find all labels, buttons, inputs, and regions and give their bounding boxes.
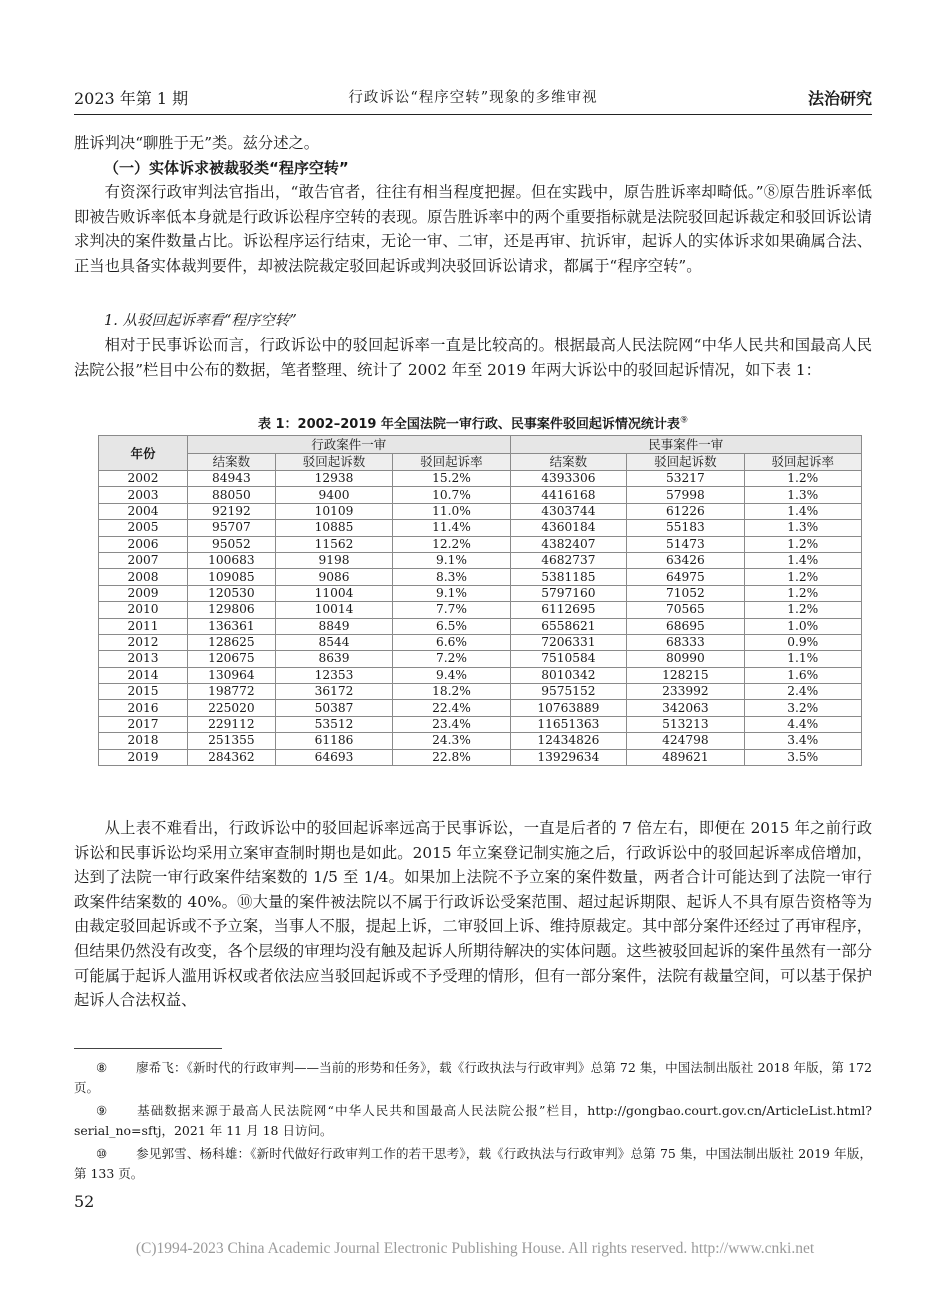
table-cell: 2015	[99, 684, 188, 700]
subsection-heading: 1. 从驳回起诉率看“程序空转”	[104, 313, 297, 329]
civil-rate-header: 驳回起诉率	[744, 453, 861, 471]
footnote-8	[74, 1058, 872, 1098]
table-cell: 120675	[188, 651, 276, 667]
journal-name: 法治研究	[807, 89, 872, 108]
table-cell: 0.9%	[744, 634, 861, 650]
table-row	[99, 733, 862, 749]
table-cell: 10885	[275, 520, 392, 536]
table-cell: 50387	[275, 700, 392, 716]
table-caption-text: 表 1：2002–2019 年全国法院一审行政、民事案件驳回起诉情况统计表	[257, 417, 680, 432]
table-cell: 9.1%	[393, 585, 510, 601]
table-cell: 18.2%	[393, 684, 510, 700]
table-cell: 136361	[188, 618, 276, 634]
table-cell: 9.4%	[393, 667, 510, 683]
table-cell: 15.2%	[393, 471, 510, 487]
paragraph-1: 有资深行政审判法官指出，“敢告官者，往往有相当程度把握。但在实践中，原告胜诉率却畸低。”⑧原告胜诉率低即被告败诉率低本身就是行政诉讼程序空转的表现。原告胜诉率中的两个重要指标就是法院驳回起诉裁定和驳回诉讼请求判决的案件数量占比。诉讼程序运行结束，无论一审、二审，还是再审、抗诉审，起诉人的实体诉求如果确属合法、正当也具备实体裁判要件，却被法院裁定驳回起诉或判决驳回诉讼请求，都属于“程序空转”。	[74, 183, 872, 275]
table-cell: 92192	[188, 503, 276, 519]
table-cell: 284362	[188, 749, 276, 765]
header-divider	[74, 114, 872, 115]
table-cell: 11.0%	[393, 503, 510, 519]
table-cell: 2014	[99, 667, 188, 683]
table-cell: 8010342	[510, 667, 627, 683]
table-cell: 7510584	[510, 651, 627, 667]
table-row	[99, 716, 862, 732]
table-cell: 2016	[99, 700, 188, 716]
page-number: 52	[74, 1192, 95, 1211]
table-cell: 2018	[99, 733, 188, 749]
table-cell: 1.3%	[744, 487, 861, 503]
table-cell: 130964	[188, 667, 276, 683]
footnote-marker: ⑩	[96, 1146, 108, 1161]
table-cell: 88050	[188, 487, 276, 503]
table-cell: 1.1%	[744, 651, 861, 667]
table-cell: 1.2%	[744, 585, 861, 601]
table-cell: 9086	[275, 569, 392, 585]
table-cell: 3.4%	[744, 733, 861, 749]
table-cell: 10.7%	[393, 487, 510, 503]
table-row	[99, 520, 862, 536]
continued-line: 胜诉判决“聊胜于无”类。兹分述之。	[74, 134, 320, 152]
table-cell: 513213	[627, 716, 744, 732]
table-cell: 2013	[99, 651, 188, 667]
table-body	[99, 471, 862, 766]
table-cell: 2012	[99, 634, 188, 650]
article-title-header: 行政诉讼“程序空转”现象的多维审视	[348, 90, 598, 106]
table-row	[99, 585, 862, 601]
table-cell: 36172	[275, 684, 392, 700]
table-row	[99, 552, 862, 568]
table-cell: 63426	[627, 552, 744, 568]
table-row	[99, 471, 862, 487]
table-cell: 68333	[627, 634, 744, 650]
running-header	[74, 86, 872, 114]
table-row	[99, 651, 862, 667]
table-cell: 1.2%	[744, 471, 861, 487]
table-row	[99, 749, 862, 765]
table-cell: 6558621	[510, 618, 627, 634]
table-cell: 6112695	[510, 602, 627, 618]
table-cell: 7.7%	[393, 602, 510, 618]
table-cell: 4.4%	[744, 716, 861, 732]
table-cell: 7206331	[510, 634, 627, 650]
table-cell: 9400	[275, 487, 392, 503]
table-row	[99, 602, 862, 618]
footnote-text: 廖希飞：《新时代的行政审判——当前的形势和任务》，载《行政执法与行政审判》总第 72 集，中国法制出版社 2018 年版，第 172 页。	[74, 1060, 872, 1095]
table-cell: 6.5%	[393, 618, 510, 634]
table-cell: 9575152	[510, 684, 627, 700]
table-cell: 120530	[188, 585, 276, 601]
table-cell: 64975	[627, 569, 744, 585]
table-cell: 11651363	[510, 716, 627, 732]
table-cell: 2006	[99, 536, 188, 552]
table-cell: 71052	[627, 585, 744, 601]
table-cell: 12353	[275, 667, 392, 683]
table-cell: 55183	[627, 520, 744, 536]
table-cell: 4416168	[510, 487, 627, 503]
table-cell: 4382407	[510, 536, 627, 552]
table-cell: 251355	[188, 733, 276, 749]
table-row	[99, 684, 862, 700]
table-cell: 2009	[99, 585, 188, 601]
table-cell: 229112	[188, 716, 276, 732]
table-cell: 5381185	[510, 569, 627, 585]
table-cell: 95052	[188, 536, 276, 552]
table-caption-note: ⑨	[679, 415, 689, 426]
table-cell: 3.5%	[744, 749, 861, 765]
table-row	[99, 536, 862, 552]
table-cell: 12.2%	[393, 536, 510, 552]
table-cell: 233992	[627, 684, 744, 700]
table-cell: 53217	[627, 471, 744, 487]
table-cell: 95707	[188, 520, 276, 536]
footnote-marker: ⑧	[96, 1060, 108, 1075]
table-cell: 198772	[188, 684, 276, 700]
table-cell: 6.6%	[393, 634, 510, 650]
table-cell: 10109	[275, 503, 392, 519]
table-cell: 2008	[99, 569, 188, 585]
table-cell: 64693	[275, 749, 392, 765]
table-cell: 2004	[99, 503, 188, 519]
table-cell: 342063	[627, 700, 744, 716]
table-cell: 7.2%	[393, 651, 510, 667]
table-cell: 100683	[188, 552, 276, 568]
table-cell: 22.4%	[393, 700, 510, 716]
footnote-marker: ⑨	[96, 1103, 108, 1118]
table-cell: 128625	[188, 634, 276, 650]
table-cell: 11004	[275, 585, 392, 601]
civil-dismissed-header: 驳回起诉数	[627, 453, 744, 471]
paragraph-3: 从上表不难看出，行政诉讼中的驳回起诉率远高于民事诉讼，一直是后者的 7 倍左右，即便在 2015 年之前行政诉讼和民事诉讼均采用立案审查制时期也是如此。2015 年立案登记制实施之后，行政诉讼中的驳回起诉率成倍增加，达到了法院一审行政案件结案数的 1/5 至 1/4。如果加上法院不予立案的案件数量，两者合计可能达到了法院一审行政案件结案数的 40%。⑩大量的案件被法院以不属于行政诉讼受案范围、超过起诉期限、起诉人不具有原告资格等为由裁定驳回起诉或不予立案，当事人不服，提起上诉，二审驳回上诉、维持原裁定。其中部分案件还经过了再审程序，但结果仍然没有改变，各个层级的审理均没有触及起诉人所期待解决的实体问题。这些被驳回起诉的案件虽然有一部分可能属于起诉人滥用诉权或者依法应当驳回起诉或不予受理的情形，但有一部分案件，法院有裁量空间，可以基于保护起诉人合法权益、	[74, 819, 872, 1010]
table-cell: 8.3%	[393, 569, 510, 585]
table-cell: 424798	[627, 733, 744, 749]
table-cell: 53512	[275, 716, 392, 732]
footnote-10	[74, 1144, 872, 1184]
table-cell: 3.2%	[744, 700, 861, 716]
table-row	[99, 487, 862, 503]
table-cell: 2007	[99, 552, 188, 568]
table-cell: 1.0%	[744, 618, 861, 634]
table-cell: 2005	[99, 520, 188, 536]
table-cell: 4360184	[510, 520, 627, 536]
table-cell: 11562	[275, 536, 392, 552]
table-cell: 24.3%	[393, 733, 510, 749]
footnote-divider	[74, 1048, 222, 1049]
table-cell: 4303744	[510, 503, 627, 519]
admin-group-header: 行政案件一审	[188, 436, 511, 454]
table-cell: 4682737	[510, 552, 627, 568]
table-cell: 70565	[627, 602, 744, 618]
table-cell: 2019	[99, 749, 188, 765]
table-cell: 22.8%	[393, 749, 510, 765]
table-cell: 10763889	[510, 700, 627, 716]
issue-label: 2023 年第 1 期	[74, 89, 189, 108]
table-cell: 489621	[627, 749, 744, 765]
footnote-text: 基础数据来源于最高人民法院网“中华人民共和国最高人民法院公报”栏目，http://gongbao.court.gov.cn/ArticleList.html?serial_no=sftj，2021 年 11 月 18 日访问。	[74, 1103, 872, 1138]
civil-closed-header: 结案数	[510, 453, 627, 471]
table-cell: 11.4%	[393, 520, 510, 536]
table-cell: 5797160	[510, 585, 627, 601]
table-cell: 4393306	[510, 471, 627, 487]
table-cell: 2010	[99, 602, 188, 618]
table-cell: 2002	[99, 471, 188, 487]
table-cell: 1.2%	[744, 569, 861, 585]
table-cell: 8849	[275, 618, 392, 634]
table-cell: 2017	[99, 716, 188, 732]
admin-closed-header: 结案数	[188, 453, 276, 471]
dismissal-statistics-table	[98, 435, 862, 766]
admin-rate-header: 驳回起诉率	[393, 453, 510, 471]
table-row	[99, 634, 862, 650]
civil-group-header: 民事案件一审	[510, 436, 861, 454]
section-heading: （一）实体诉求被裁驳类“程序空转”	[104, 159, 349, 177]
cnki-watermark: (C)1994-2023 China Academic Journal Electronic Publishing House. All rights reserved. http://www.cnki.net	[135, 1240, 815, 1257]
table-cell: 12434826	[510, 733, 627, 749]
table-cell: 2.4%	[744, 684, 861, 700]
year-header: 年份	[99, 436, 188, 471]
table-row	[99, 503, 862, 519]
table-cell: 1.6%	[744, 667, 861, 683]
table-row	[99, 618, 862, 634]
table-cell: 9198	[275, 552, 392, 568]
table-cell: 61226	[627, 503, 744, 519]
table-cell: 8639	[275, 651, 392, 667]
table-row	[99, 667, 862, 683]
table-cell: 1.3%	[744, 520, 861, 536]
table-cell: 13929634	[510, 749, 627, 765]
table-cell: 68695	[627, 618, 744, 634]
table-cell: 84943	[188, 471, 276, 487]
table-cell: 109085	[188, 569, 276, 585]
table-cell: 57998	[627, 487, 744, 503]
paragraph-2: 相对于民事诉讼而言，行政诉讼中的驳回起诉率一直是比较高的。根据最高人民法院网“中华人民共和国最高人民法院公报”栏目中公布的数据，笔者整理、统计了 2002 年至 2019 年两大诉讼中的驳回起诉情况，如下表 1：	[74, 336, 872, 379]
table-cell: 61186	[275, 733, 392, 749]
table-cell: 2003	[99, 487, 188, 503]
table-caption	[74, 413, 872, 432]
table-row	[99, 700, 862, 716]
table-cell: 2011	[99, 618, 188, 634]
table-cell: 23.4%	[393, 716, 510, 732]
table-cell: 1.4%	[744, 552, 861, 568]
footnote-text: 参见郭雪、杨科雄：《新时代做好行政审判工作的若干思考》，载《行政执法与行政审判》总第 75 集，中国法制出版社 2019 年版，第 133 页。	[74, 1146, 872, 1181]
table-cell: 1.2%	[744, 536, 861, 552]
table-cell: 225020	[188, 700, 276, 716]
table-cell: 1.2%	[744, 602, 861, 618]
table-cell: 9.1%	[393, 552, 510, 568]
table-cell: 1.4%	[744, 503, 861, 519]
table-cell: 51473	[627, 536, 744, 552]
admin-dismissed-header: 驳回起诉数	[275, 453, 392, 471]
table-row	[99, 569, 862, 585]
table-cell: 128215	[627, 667, 744, 683]
footnote-9	[74, 1101, 872, 1141]
table-cell: 8544	[275, 634, 392, 650]
table-cell: 12938	[275, 471, 392, 487]
table-cell: 80990	[627, 651, 744, 667]
table-cell: 10014	[275, 602, 392, 618]
table-cell: 129806	[188, 602, 276, 618]
